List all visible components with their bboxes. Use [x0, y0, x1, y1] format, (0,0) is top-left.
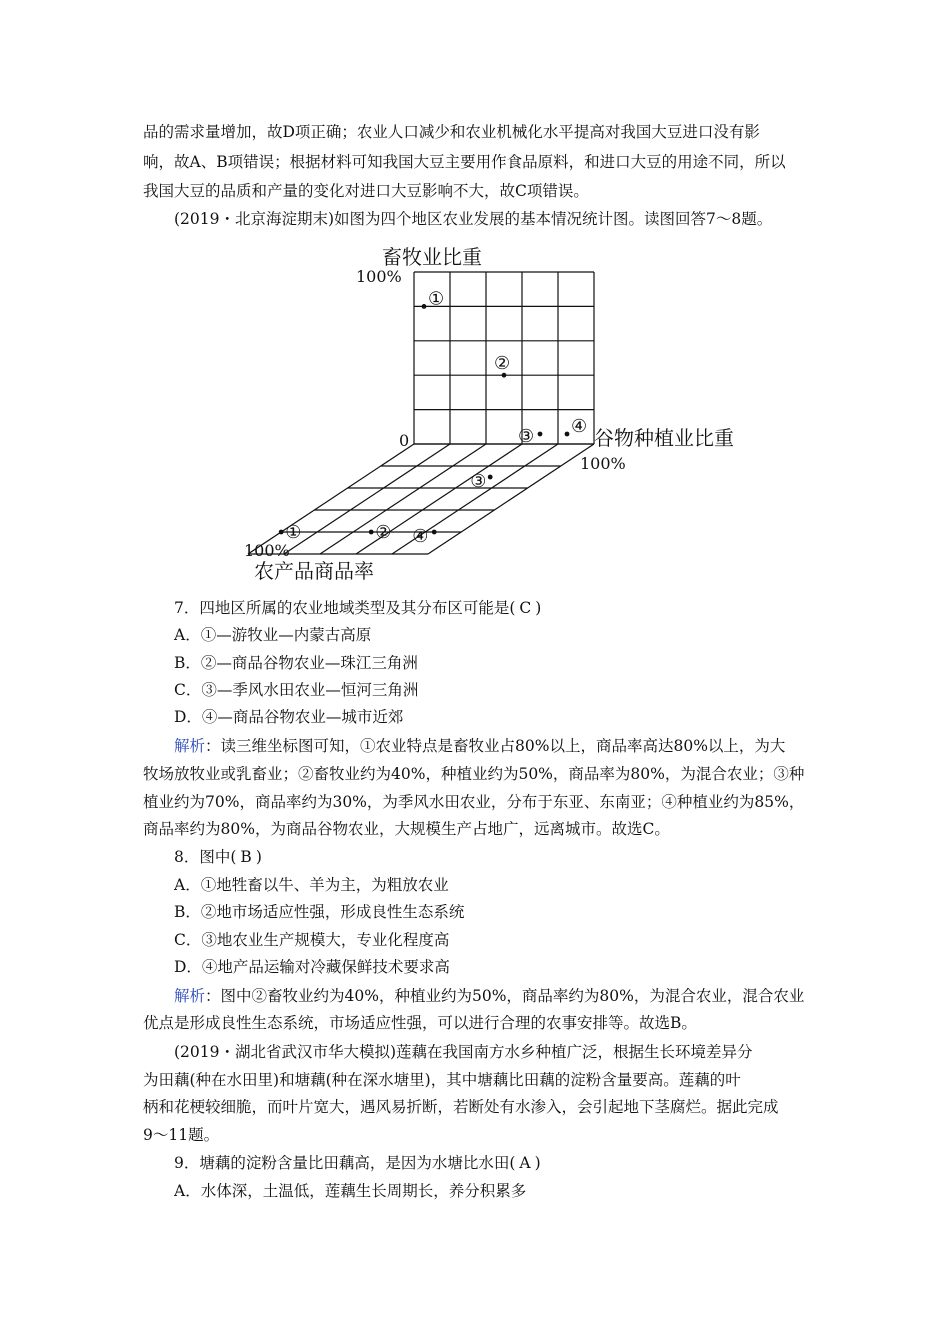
region-marker-floor: ③: [470, 471, 487, 492]
y-axis-max-label: 100%: [356, 267, 402, 286]
region-marker-vertical: ③: [518, 426, 535, 447]
origin-label: 0: [399, 431, 410, 450]
question-8-option-c: C．③地农业生产规模大，专业化程度高: [174, 931, 450, 949]
region-point-floor: [488, 475, 493, 480]
question-8-stem: 8．图中( B ): [174, 848, 262, 866]
analysis-8-line-1: 解析：图中②畜牧业约为40%，种植业约为50%，商品率约为80%，为混合农业，混合农业: [174, 987, 805, 1005]
context-9-11-line-1: (2019・湖北省武汉市华大模拟)莲藕在我国南方水乡种植广泛，根据生长环境差异分: [174, 1043, 753, 1061]
question-7-answer: C: [519, 599, 532, 617]
region-marker-vertical: ②: [494, 353, 511, 375]
region-point-floor: [279, 530, 284, 535]
context-9-11-line-2: 为田藕(种在水田里)和塘藕(种在深水塘里)，其中塘藕比田藕的淀粉含量要高。莲藕的叶: [143, 1071, 741, 1089]
intro-line-1: 品的需求量增加，故D项正确；农业人口减少和农业机械化水平提高对我国大豆进口没有影: [143, 123, 760, 141]
context-9-11-line-3: 柄和花梗较细脆，而叶片宽大，遇风易折断，若断处有水渗入，会引起地下茎腐烂。据此完成: [143, 1098, 779, 1116]
question-7-option-d: D．④—商品谷物农业—城市近郊: [174, 708, 404, 726]
question-7-option-a: A．①—游牧业—内蒙古高原: [174, 626, 372, 644]
z-axis-title: 农产品商品率: [254, 559, 374, 583]
region-marker-vertical: ④: [571, 416, 588, 437]
region-marker-vertical: ①: [428, 288, 445, 310]
analysis-7-line-3: 植业约为70%，商品率约为30%，为季风水田农业，分布于东亚、东南亚；④种植业约为85%，: [143, 793, 805, 811]
grid-line: [320, 444, 486, 554]
question-8-option-b: B．②地市场适应性强，形成良性生态系统: [174, 903, 465, 921]
x-axis-max-label: 100%: [580, 454, 626, 473]
question-8-option-d: D．④地产品运输对冷藏保鲜技术要求高: [174, 958, 450, 976]
x-axis-title: 谷物种植业比重: [594, 426, 734, 450]
question-7-stem: 7．四地区所属的农业地域类型及其分布区可能是( C ): [174, 599, 542, 617]
analysis-7-line-2: 牧场放牧业或乳畜业；②畜牧业约为40%，种植业约为50%，商品率为80%，为混合农业；③种: [143, 765, 805, 783]
y-axis-title: 畜牧业比重: [382, 245, 482, 269]
question-9-answer: A: [519, 1154, 531, 1172]
agriculture-3d-chart: [230, 240, 750, 585]
region-point-floor: [369, 530, 374, 535]
region-marker-floor: ②: [375, 522, 392, 543]
question-8-answer: B: [240, 848, 252, 866]
question-7-option-b: B．②—商品谷物农业—珠江三角洲: [174, 654, 418, 672]
region-point-vertical: [565, 432, 570, 437]
context-9-11-line-4: 9～11题。: [143, 1126, 220, 1144]
question-9-stem: 9．塘藕的淀粉含量比田藕高，是因为水塘比水田( A ): [174, 1154, 541, 1172]
analysis-label: 解析: [174, 987, 206, 1005]
question-9-option-a: A．水体深，土温低，莲藕生长周期长，养分积累多: [174, 1182, 527, 1200]
region-marker-floor: ④: [412, 526, 429, 547]
question-7-option-c: C．③—季风水田农业—恒河三角洲: [174, 681, 419, 699]
context-7-8: (2019・北京海淀期末)如图为四个地区农业发展的基本情况统计图。读图回答7～8题。: [174, 210, 773, 228]
analysis-label: 解析: [174, 737, 206, 755]
intro-line-3: 我国大豆的品质和产量的变化对进口大豆影响不大，故C项错误。: [143, 182, 589, 200]
z-axis-max-label: 100%: [244, 541, 290, 560]
region-point-vertical: [538, 432, 543, 437]
region-point-floor: [432, 530, 437, 535]
analysis-7-line-4: 商品率约为80%，为商品谷物农业，大规模生产占地广，远离城市。故选C。: [143, 820, 670, 838]
region-marker-floor: ①: [285, 522, 302, 543]
region-point-vertical: [422, 304, 427, 309]
analysis-7-line-1: 解析：读三维坐标图可知，①农业特点是畜牧业占80%以上，商品率高达80%以上，为大: [174, 737, 786, 755]
grid-line: [428, 444, 594, 554]
analysis-8-line-2: 优点是形成良性生态系统，市场适应性强，可以进行合理的农事安排等。故选B。: [143, 1014, 697, 1032]
intro-line-2: 响，故A、B项错误；根据材料可知我国大豆主要用作食品原料，和进口大豆的用途不同，所以: [143, 153, 786, 171]
question-8-option-a: A．①地牲畜以牛、羊为主，为粗放农业: [174, 876, 449, 894]
